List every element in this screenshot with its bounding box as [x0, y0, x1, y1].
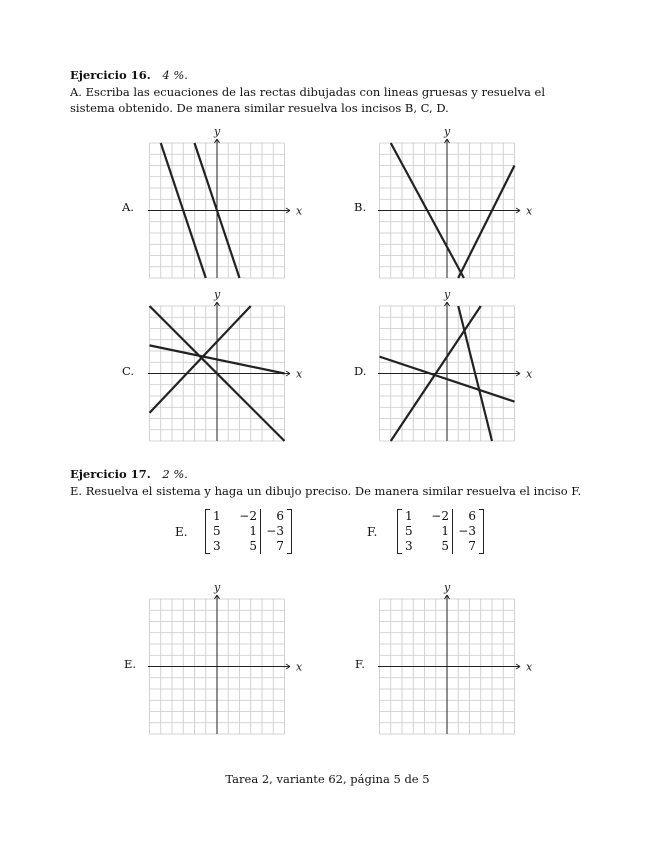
matrix-cell: 5 [213, 524, 221, 538]
matrix-cell: 5 [441, 539, 449, 553]
matrix-cell: 1 [405, 509, 413, 523]
graph-c [148, 288, 303, 441]
x-axis-label: x [296, 367, 303, 381]
matrix-cell: 6 [468, 509, 476, 523]
matrix-cell: 1 [249, 524, 257, 538]
x-axis-label: x [296, 660, 303, 674]
matrix-cell: −2 [239, 509, 257, 523]
matrix-e [175, 509, 292, 554]
y-axis-label: y [444, 581, 451, 594]
graph-d [378, 288, 533, 441]
x-axis-label: x [526, 367, 533, 381]
y-axis-label: y [444, 288, 451, 301]
matrix-cell: 5 [405, 524, 413, 538]
matrix-f-brackets [397, 509, 484, 554]
graph-e-label: E. [124, 657, 137, 671]
graph-f-label: F. [355, 657, 365, 671]
exercise-16-title: Ejercicio 16. [70, 68, 151, 82]
y-axis-label: y [214, 288, 221, 301]
graph-f [378, 581, 533, 734]
exercise-16-heading [70, 68, 188, 82]
exercise-16-weight: 4 %. [162, 68, 188, 82]
x-axis-label: x [526, 660, 533, 674]
graph-a [148, 125, 303, 278]
matrix-cell: 1 [441, 524, 449, 538]
matrix-cell: 1 [213, 509, 221, 523]
graph-e [148, 581, 303, 734]
matrix-cell: −2 [431, 509, 449, 523]
exercise-17-instructions: E. Resuelva el sistema y haga un dibujo preciso. De manera similar resuelva el inciso F. [70, 484, 582, 498]
y-axis-label: y [214, 581, 221, 594]
x-axis-label: x [526, 204, 533, 218]
exercise-17-heading [70, 467, 188, 481]
matrix-cell: 5 [249, 539, 257, 553]
matrix-f-label: F. [367, 524, 378, 539]
matrix-f [367, 509, 484, 554]
graph-c-label: C. [122, 364, 135, 378]
matrix-e-brackets [205, 509, 292, 554]
exercise-17-title: Ejercicio 17. [70, 467, 151, 481]
matrix-cell: 3 [405, 539, 413, 553]
exercise-16-instructions: A. Escriba las ecuaciones de las rectas dibujadas con lineas gruesas y resuelva el sistema obtenido. De manera similar resuelva los incisos B, C, D. [70, 85, 546, 115]
matrix-cell: 3 [213, 539, 221, 553]
graph-b-label: B. [354, 200, 367, 214]
matrix-cell: 6 [276, 509, 284, 523]
graph-a-label: A. [122, 200, 134, 214]
graph-b [378, 125, 533, 278]
exercise-17-weight: 2 %. [162, 467, 188, 481]
x-axis-label: x [296, 204, 303, 218]
matrix-cell: −3 [266, 524, 284, 538]
matrix-cell: −3 [458, 524, 476, 538]
y-axis-label: y [214, 125, 221, 138]
graph-d-label: D. [354, 364, 367, 378]
y-axis-label: y [444, 125, 451, 138]
page-footer: Tarea 2, variante 62, página 5 de 5 [225, 772, 430, 786]
matrix-e-label: E. [175, 524, 188, 539]
matrix-cell: 7 [276, 539, 284, 553]
matrix-cell: 7 [468, 539, 476, 553]
